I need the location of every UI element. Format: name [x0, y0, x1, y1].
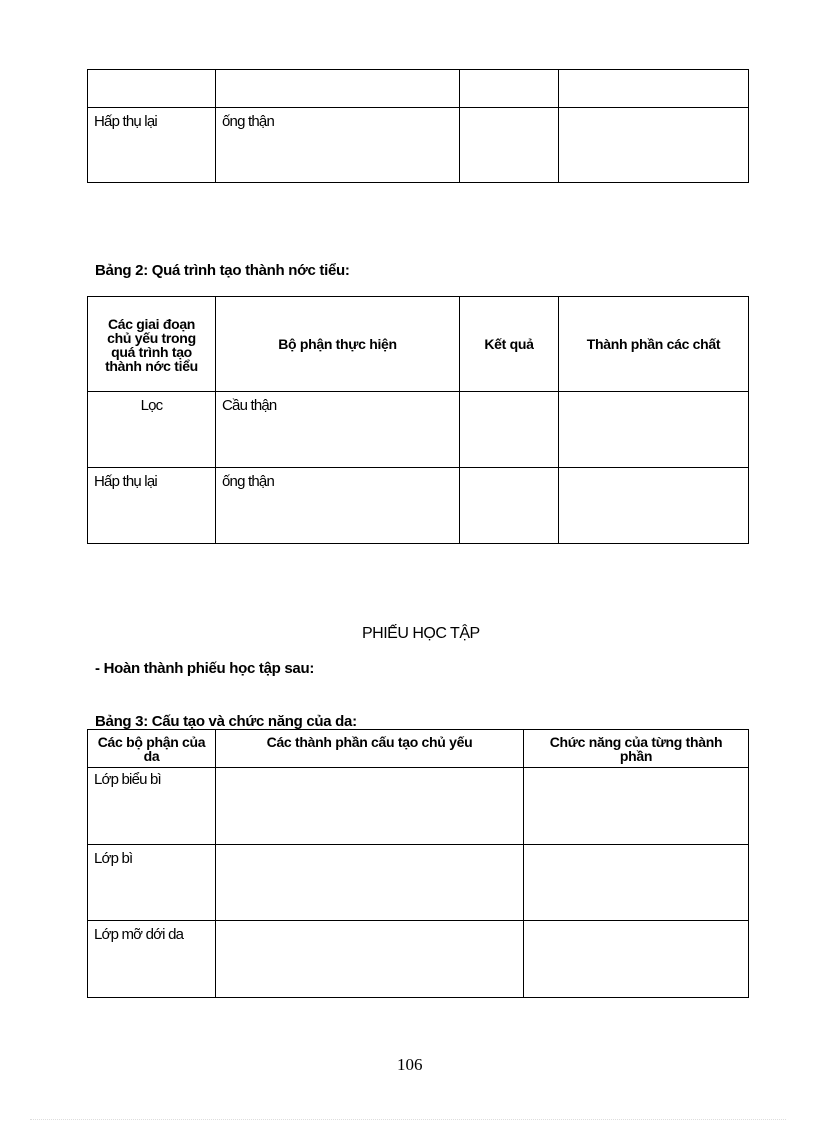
table-2 — [87, 296, 749, 544]
table-cell — [559, 468, 749, 544]
table-cell: ống thận — [216, 108, 460, 183]
table-row — [88, 392, 749, 468]
column-header: Kết quả — [460, 297, 559, 392]
table-cell — [524, 768, 749, 845]
table-cell: Lớp bì — [88, 845, 216, 921]
table-cell: Cầu thận — [216, 392, 460, 468]
table-cell — [460, 70, 559, 108]
table-cell: Hấp thụ lại — [88, 108, 216, 183]
table-cell — [460, 108, 559, 183]
table-cell — [460, 468, 559, 544]
page-number: 106 — [397, 1055, 423, 1074]
table-header-row — [88, 730, 749, 768]
page-bottom-divider — [30, 1119, 786, 1120]
table-2-caption: Bảng 2: Quá trình tạo thành nớc tiểu: — [95, 262, 350, 279]
table-cell — [460, 392, 559, 468]
table-row — [88, 845, 749, 921]
table-1 — [87, 69, 749, 183]
table-cell — [524, 921, 749, 998]
column-header: Các thành phần cấu tạo chủ yếu — [216, 730, 524, 768]
table-row — [88, 921, 749, 998]
column-header: Chức năng của từng thành phần — [524, 730, 749, 768]
column-header: Các bộ phận của da — [88, 730, 216, 768]
table-row — [88, 70, 749, 108]
worksheet-title: PHIẾU HỌC TẬP — [362, 625, 480, 642]
table-cell: ống thận — [216, 468, 460, 544]
column-header: Bộ phận thực hiện — [216, 297, 460, 392]
table-cell: Lớp biểu bì — [88, 768, 216, 845]
table-cell — [559, 70, 749, 108]
table-row — [88, 468, 749, 544]
table-3-caption: Bảng 3: Cấu tạo và chức năng của da: — [95, 713, 357, 730]
table-row — [88, 108, 749, 183]
table-3 — [87, 729, 749, 998]
table-cell: Lọc — [88, 392, 216, 468]
table-cell: Hấp thụ lại — [88, 468, 216, 544]
worksheet-instruction: - Hoàn thành phiếu học tập sau: — [95, 660, 315, 677]
table-cell: Lớp mỡ dới da — [88, 921, 216, 998]
table-cell — [88, 70, 216, 108]
table-header-row — [88, 297, 749, 392]
table-cell — [216, 768, 524, 845]
table-row — [88, 768, 749, 845]
table-cell — [216, 845, 524, 921]
table-cell — [559, 108, 749, 183]
column-header: Các giai đoạn chủ yếu trong quá trình tạo thành nớc tiểu — [88, 297, 216, 392]
table-cell — [216, 921, 524, 998]
table-cell — [216, 70, 460, 108]
table-cell — [559, 392, 749, 468]
column-header: Thành phần các chất — [559, 297, 749, 392]
table-cell — [524, 845, 749, 921]
